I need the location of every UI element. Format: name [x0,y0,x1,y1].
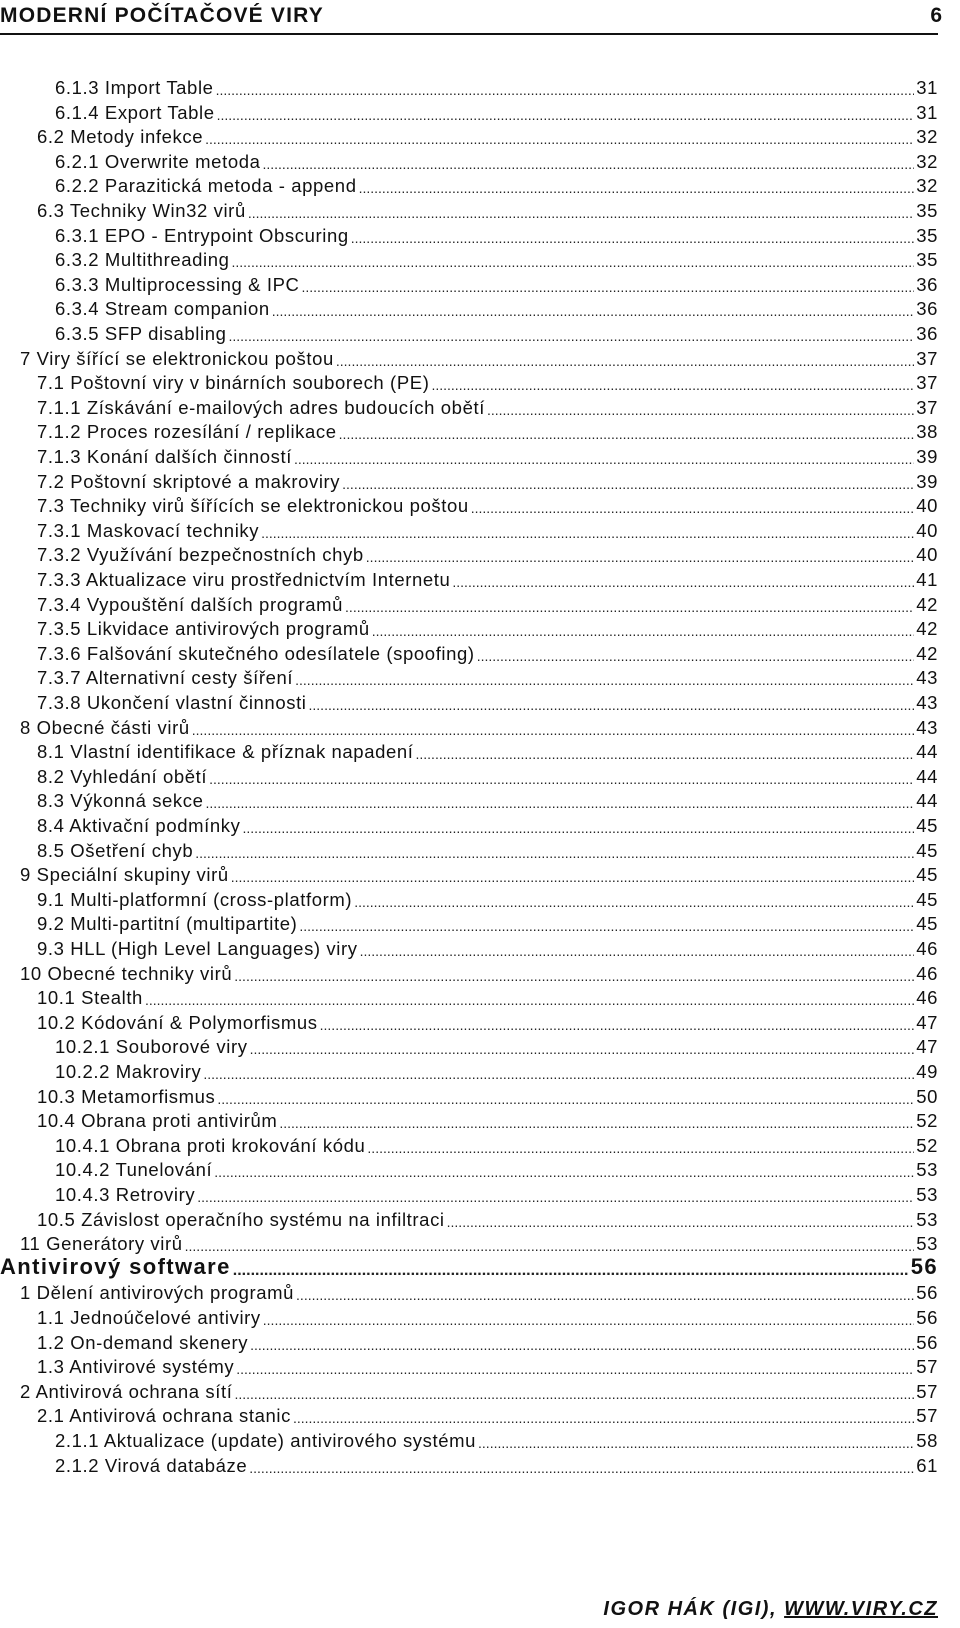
toc-entry-title: 7.3.5 Likvidace antivirových programů [37,618,370,640]
toc-entry-page: 42 [916,593,938,615]
toc-entry-title: 7.1.1 Získávání e-mailových adres budoucích obětí [37,396,485,418]
toc-entry-page: 44 [916,741,938,763]
toc-entry-title: 10.3 Metamorfismus [37,1085,216,1107]
toc-entry[interactable] [55,171,938,197]
toc-entry[interactable] [37,762,938,788]
toc-entry[interactable] [55,1426,938,1452]
dot-leader [248,204,914,222]
toc-entry-title: 6.3.5 SFP disabling [55,323,227,344]
toc-entry-page: 45 [916,839,938,861]
toc-part-heading[interactable] [0,1254,938,1280]
toc-entry[interactable] [37,983,938,1009]
toc-entry-title: 2.1.1 Aktualizace (update) antivirového systému [55,1430,477,1451]
dot-leader [206,794,915,812]
toc-entry[interactable] [20,1377,938,1403]
page-header [0,0,960,30]
toc-entry-title: 8 Obecné části virů [20,716,190,738]
toc-entry[interactable] [37,688,938,714]
toc-entry-page: 57 [916,1356,938,1378]
toc-entry[interactable] [37,737,938,763]
toc-entry-title: 7.3.8 Ukončení vlastní činnosti [37,692,307,713]
dot-leader [231,868,914,886]
toc-entry-page: 40 [916,544,938,566]
header-divider [0,33,938,35]
toc-entry[interactable] [37,467,938,493]
toc-entry-title: 1.3 Antivirové systémy [37,1356,235,1378]
dot-leader [372,622,914,640]
toc-entry[interactable] [55,1032,938,1058]
dot-leader [345,598,914,616]
dot-leader [366,548,914,566]
toc-entry-title: 10 Obecné techniky virů [20,962,233,984]
toc-entry-title: 10.4.3 Retroviry [55,1184,196,1205]
toc-entry-page: 47 [916,1011,938,1033]
dot-leader [242,819,914,837]
toc-entry-page: 45 [916,888,938,910]
toc-entry-title: 10.2 Kódování & Polymorfismus [37,1011,318,1033]
dot-leader [234,967,914,985]
toc-entry-title: 7.1 Poštovní viry v binárních souborech (PE) [37,372,430,394]
dot-leader [197,1188,914,1206]
dot-leader [195,844,914,862]
toc-entry-title: 10.5 Závislost operačního systému na infiltraci [37,1208,445,1230]
toc-entry[interactable] [37,590,938,616]
toc-entry-title: 6.3 Techniky Win32 virů [37,200,246,221]
dot-leader [249,1459,914,1477]
toc-entry-page: 46 [916,987,938,1009]
dot-leader [209,770,914,788]
toc-entry-page: 56 [916,1307,938,1328]
dot-leader [145,991,914,1009]
toc-entry-page: 53 [916,1208,938,1230]
toc-entry[interactable] [55,270,938,296]
toc-entry-title: 9 Speciální skupiny virů [20,864,229,886]
dot-leader [234,1385,914,1403]
toc-entry-page: 56 [916,1331,938,1353]
toc-entry[interactable] [55,1451,938,1477]
dot-leader [236,1360,914,1378]
footer-author: IGOR HÁK (IGI), [603,1598,785,1620]
dot-leader [431,376,914,394]
toc-entry-page: 57 [916,1405,938,1427]
toc-entry-page: 35 [916,224,938,246]
toc-entry[interactable] [55,1180,938,1206]
toc-entry-page: 42 [916,642,938,664]
toc-entry[interactable] [55,221,938,247]
page-number: 6 [930,4,942,27]
toc-entry-page: 56 [916,1282,938,1304]
toc-entry-title: 7.2 Poštovní skriptové a makroviry [37,470,341,492]
toc-entry[interactable] [55,73,938,99]
toc-entry-title: 6.2.1 Overwrite metoda [55,150,261,172]
toc-entry[interactable] [37,1303,938,1329]
toc-entry[interactable] [55,319,938,345]
toc-entry[interactable] [37,1082,938,1108]
toc-entry-title: 10.2.2 Makroviry [55,1061,202,1082]
toc-entry-page: 44 [916,765,938,787]
toc-entry-title: 6.3.1 EPO - Entrypoint Obscuring [55,224,349,246]
toc-entry[interactable] [37,122,938,148]
toc-entry-page: 52 [916,1134,938,1156]
toc-entry[interactable] [37,516,938,542]
dot-leader [296,1286,914,1304]
toc-entry-page: 32 [916,126,938,148]
toc-entry-page: 42 [916,618,938,640]
toc-entry-page: 37 [916,396,938,418]
toc-entry[interactable] [20,344,938,370]
dot-leader [294,450,914,468]
toc-entry-title: 10.4 Obrana proti antivirům [37,1110,278,1132]
toc-entry-page: 46 [916,962,938,984]
toc-entry-page: 39 [916,446,938,467]
dot-leader [293,1409,914,1427]
toc-entry-page: 45 [916,913,938,935]
toc-entry-page: 39 [916,470,938,492]
toc-entry-page: 49 [916,1061,938,1082]
toc-entry[interactable] [20,1278,938,1304]
dot-leader [367,1139,914,1157]
toc-entry[interactable] [55,1155,938,1181]
dot-leader [250,1040,915,1058]
toc-entry-page: 37 [916,372,938,394]
dot-leader [351,229,914,247]
dot-leader [232,253,915,271]
toc-entry-title: 7.3.4 Vypouštění dalších programů [37,593,344,615]
toc-entry-title: 7.1.3 Konání dalších činností [37,446,292,467]
dot-leader [217,1090,914,1108]
toc-entry[interactable] [37,393,938,419]
toc-entry-page: 47 [916,1036,938,1058]
dot-leader [416,745,915,763]
dot-leader [214,1163,914,1181]
toc-entry-page: 50 [916,1085,938,1107]
toc-entry-title: 6.2 Metody infekce [37,126,204,148]
toc-entry-title: 7.3 Techniky virů šířících se elektronickou poštou [37,495,469,517]
toc-entry[interactable] [37,885,938,911]
toc-entry-page: 40 [916,519,938,541]
dot-leader [447,1213,915,1231]
toc-entry-page: 45 [916,815,938,836]
dot-leader [301,278,914,296]
dot-leader [262,155,914,173]
toc-entry[interactable] [20,959,938,985]
toc-entry-title: 7.3.3 Aktualizace viru prostřednictvím Internetu [37,569,451,590]
toc-entry[interactable] [37,1401,938,1427]
dot-leader [279,1114,914,1132]
toc-entry-page: 36 [916,298,938,320]
toc-entry-page: 37 [916,347,938,369]
toc-entry-title: 2 Antivirová ochrana sítí [20,1380,233,1402]
toc-entry[interactable] [20,1229,938,1255]
toc-entry[interactable] [37,565,938,591]
toc-entry-page: 46 [916,938,938,959]
toc-entry-page: 31 [916,101,938,123]
document-title: MODERNÍ POČÍTAČOVÉ VIRY [0,4,324,27]
toc-entry-title: 9.2 Multi-partitní (multipartite) [37,913,298,935]
dot-leader [471,499,915,517]
toc-entry-title: 6.1.3 Import Table [55,77,214,98]
toc-entry-title: 8.1 Vlastní identifikace & příznak napadení [37,741,414,763]
toc-entry-page: 32 [916,150,938,172]
dot-leader [205,130,914,148]
toc-entry[interactable] [55,245,938,271]
toc-entry[interactable] [37,491,938,517]
dot-leader [477,647,915,665]
toc-entry-title: 10.4.2 Tunelování [55,1159,213,1181]
dot-leader [478,1434,914,1452]
toc-entry-title: 9.1 Multi-platformní (cross-platform) [37,888,353,910]
toc-entry-title: 8.3 Výkonná sekce [37,790,204,812]
toc-entry[interactable] [37,1106,938,1132]
dot-leader [217,106,915,124]
dot-leader [354,893,914,911]
toc-entry[interactable] [37,368,938,394]
toc-entry[interactable] [37,786,938,812]
toc-entry-title: 6.3.3 Multiprocessing & IPC [55,273,300,295]
toc-entry-title: 7.3.1 Maskovací techniky [37,519,260,541]
toc-entry-page: 41 [916,569,938,590]
dot-leader [359,179,915,197]
toc-entry[interactable] [55,147,938,173]
toc-entry-title: 6.3.2 Multithreading [55,249,230,271]
toc-entry-title: Antivirový software [0,1253,231,1279]
toc-entry-page: 35 [916,249,938,271]
toc-entry-page: 58 [916,1430,938,1451]
toc-entry-title: 10.2.1 Souborové viry [55,1036,248,1058]
toc-entry[interactable] [37,417,938,443]
toc-entry-page: 31 [916,77,938,98]
toc-entry[interactable] [37,909,938,935]
toc-entry-title: 8.2 Vyhledání obětí [37,765,208,787]
dot-leader [309,696,915,714]
dot-leader [203,1065,914,1083]
dot-leader [320,1016,915,1034]
dot-leader [295,671,914,689]
dot-leader [185,1237,915,1255]
toc-entry-title: 2.1 Antivirová ochrana stanic [37,1405,291,1427]
toc-entry[interactable] [37,663,938,689]
toc-entry-page: 43 [916,716,938,738]
dot-leader [336,352,914,370]
toc-entry-title: 6.3.4 Stream companion [55,298,270,320]
toc-entry-title: 6.2.2 Parazitická metoda - append [55,175,357,197]
toc-entry-page: 53 [916,1159,938,1181]
page-footer [603,1598,938,1621]
dot-leader [192,721,914,739]
dot-leader [299,917,914,935]
website-link[interactable]: WWW.VIRY.CZ [784,1598,938,1620]
toc-entry-title: 8.5 Ošetření chyb [37,839,194,861]
dot-leader [216,81,915,99]
toc-entry[interactable] [55,1057,938,1083]
toc-entry-page: 52 [916,1110,938,1132]
toc-entry-title: 2.1.2 Virová databáze [55,1454,248,1476]
dot-leader [339,425,915,443]
toc-entry[interactable] [20,713,938,739]
toc-entry-page: 36 [916,323,938,344]
toc-entry[interactable] [37,614,938,640]
dot-leader [272,302,914,320]
toc-entry-title: 7.1.2 Proces rozesílání / replikace [37,421,337,443]
toc-entry-title: 10.4.1 Obrana proti krokování kódu [55,1134,366,1156]
toc-entry-title: 7.3.7 Alternativní cesty šíření [37,667,294,689]
toc-entry-page: 56 [910,1253,938,1279]
toc-entry-title: 7.3.2 Využívání bezpečnostních chyb [37,544,364,566]
toc-entry-title: 7 Viry šířící se elektronickou poštou [20,347,334,369]
dot-leader [360,942,915,960]
toc-entry[interactable] [55,1131,938,1157]
toc-entry[interactable] [37,1008,938,1034]
toc-entry[interactable] [20,860,938,886]
dot-leader [261,524,914,542]
toc-entry[interactable] [37,442,938,468]
toc-entry-title: 11 Generátory virů [20,1233,183,1255]
toc-entry[interactable] [37,1328,938,1354]
dot-leader [233,1262,909,1280]
toc-entry-page: 45 [916,864,938,886]
toc-entry[interactable] [37,934,938,960]
dot-leader [487,401,914,419]
toc-entry[interactable] [37,196,938,222]
toc-entry-page: 36 [916,273,938,295]
toc-entry-page: 53 [916,1233,938,1255]
toc-entry-title: 7.3.6 Falšování skutečného odesílatele (spoofing) [37,642,475,664]
dot-leader [229,327,915,345]
toc-entry[interactable] [37,1205,938,1231]
toc-entry-title: 1.1 Jednoúčelové antiviry [37,1307,261,1328]
toc-entry[interactable] [37,836,938,862]
dot-leader [452,573,914,591]
toc-entry-title: 9.3 HLL (High Level Languages) viry [37,938,358,959]
toc-entry[interactable] [37,811,938,837]
toc-entry[interactable] [37,639,938,665]
dot-leader [250,1336,914,1354]
toc-entry[interactable] [37,1352,938,1378]
toc-entry-page: 32 [916,175,938,197]
toc-entry-page: 40 [916,495,938,517]
toc-entry-title: 10.1 Stealth [37,987,143,1009]
toc-entry-page: 43 [916,692,938,713]
toc-entry-title: 1.2 On-demand skenery [37,1331,249,1353]
toc-entry-page: 38 [916,421,938,443]
dot-leader [263,1311,914,1329]
toc-entry[interactable] [37,540,938,566]
toc-entry-page: 61 [916,1454,938,1476]
toc-entry[interactable] [55,98,938,124]
toc-entry-page: 44 [916,790,938,812]
toc-entry-page: 53 [916,1184,938,1205]
toc-entry-page: 35 [916,200,938,221]
toc-entry-title: 6.1.4 Export Table [55,101,215,123]
toc-entry[interactable] [55,294,938,320]
toc-entry-page: 57 [916,1380,938,1402]
toc-entry-title: 1 Dělení antivirových programů [20,1282,295,1304]
toc-entry-page: 43 [916,667,938,689]
dot-leader [342,475,914,493]
toc-entry-title: 8.4 Aktivační podmínky [37,815,241,836]
